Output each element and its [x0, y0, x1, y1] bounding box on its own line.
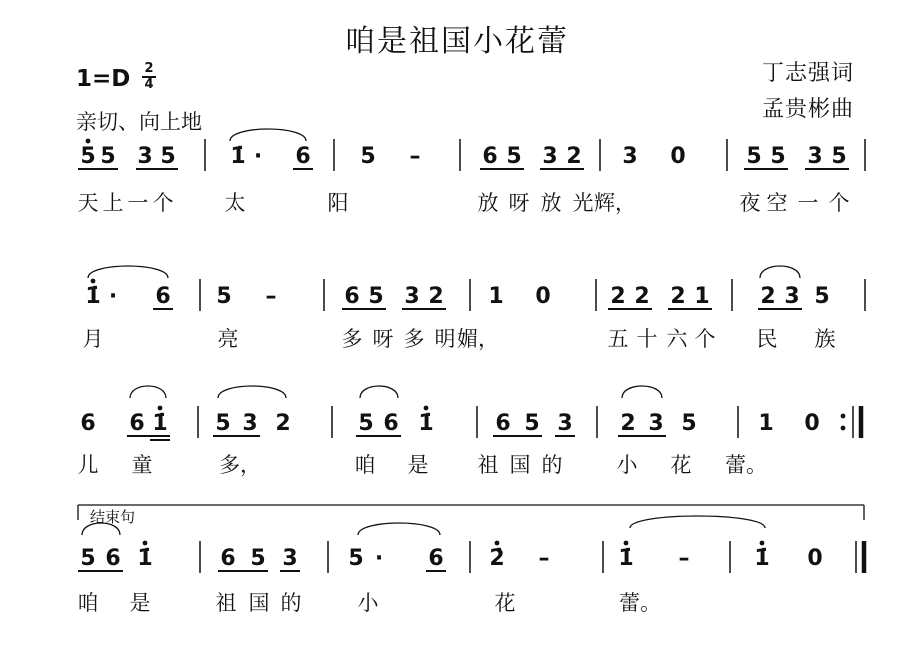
note: 3 — [137, 144, 153, 169]
slur — [218, 386, 286, 398]
note: 5 — [348, 546, 364, 571]
note: 2 — [620, 411, 636, 436]
note: 5 — [524, 411, 540, 436]
lyric-char: 十 — [636, 327, 658, 351]
note: – — [409, 144, 421, 169]
note: 1̇ — [152, 411, 168, 436]
lyric-char: 的 — [280, 591, 302, 615]
note: 5 — [358, 411, 374, 436]
lyric-char: 明 — [434, 327, 456, 351]
note: 5 — [215, 411, 231, 436]
slur — [88, 266, 168, 278]
note: 2 — [275, 411, 291, 436]
note: 6 — [344, 284, 360, 309]
octave-dot — [624, 541, 629, 546]
note: 0 — [804, 411, 820, 436]
note: 6 — [129, 411, 145, 436]
note: 1̇ — [618, 546, 634, 571]
lyric-char: 花 — [670, 453, 692, 477]
note: · — [253, 144, 263, 169]
composer-credit: 孟贵彬曲 — [761, 97, 854, 122]
note: 1 — [758, 411, 774, 436]
slur — [630, 516, 765, 528]
note: – — [265, 284, 277, 309]
note: 0 — [807, 546, 823, 571]
note: 5 — [770, 144, 786, 169]
expression-marking: 亲切、向上地 — [76, 110, 202, 134]
note: 3 — [542, 144, 558, 169]
note: 5 — [506, 144, 522, 169]
note: 5 — [746, 144, 762, 169]
lyric-char: 辉， — [594, 191, 636, 215]
repeat-dot — [841, 426, 846, 431]
lyric-char: 咱 — [77, 591, 99, 615]
lyric-char: 祖 — [477, 453, 499, 477]
note: 2 — [566, 144, 582, 169]
slur — [622, 386, 662, 398]
lyric-char: 多， — [219, 453, 261, 477]
lyric-char: 多 — [341, 327, 363, 351]
note: 5 — [216, 284, 232, 309]
note: 5 — [831, 144, 847, 169]
note: 1̇ — [230, 144, 246, 169]
key-signature: 1=D — [76, 66, 131, 92]
note: 0 — [670, 144, 686, 169]
lyric-char: 童 — [131, 453, 153, 477]
note: 3 — [557, 411, 573, 436]
note: 1 — [694, 284, 710, 309]
note: 5 — [80, 144, 96, 169]
lyric-char: 媚， — [457, 327, 499, 351]
note: 3 — [242, 411, 258, 436]
time-signature-top: 2 — [144, 61, 154, 76]
note: 6 — [80, 411, 96, 436]
note: 6 — [220, 546, 236, 571]
note: 5 — [80, 546, 96, 571]
lyric-char: 族 — [814, 327, 836, 351]
note: 3 — [784, 284, 800, 309]
note: · — [374, 546, 384, 571]
note: 2 — [610, 284, 626, 309]
note: 5 — [250, 546, 266, 571]
note: 6 — [155, 284, 171, 309]
note: 1̇ — [418, 411, 434, 436]
lyric-char: 一 — [127, 191, 149, 215]
note: 5 — [814, 284, 830, 309]
octave-dot — [143, 541, 148, 546]
note: 5 — [160, 144, 176, 169]
note: 2 — [634, 284, 650, 309]
note: 5 — [360, 144, 376, 169]
note: 3 — [282, 546, 298, 571]
lyric-char: 阳 — [327, 191, 349, 215]
note: 1̇ — [85, 284, 101, 309]
lyric-char: 是 — [407, 453, 429, 477]
note: 3 — [648, 411, 664, 436]
lyric-char: 咱 — [354, 453, 376, 477]
lyric-char: 光 — [572, 191, 594, 215]
octave-dot — [158, 406, 163, 411]
lyric-char: 呀 — [372, 327, 394, 351]
octave-dot — [760, 541, 765, 546]
octave-dot — [91, 279, 96, 284]
lyric-char: 月 — [82, 327, 104, 351]
note: 6 — [495, 411, 511, 436]
note: 5 — [100, 144, 116, 169]
note: · — [108, 284, 118, 309]
lyric-char: 个 — [828, 191, 850, 215]
lyric-char: 儿 — [77, 453, 99, 477]
lyric-char: 祖 — [215, 591, 237, 615]
note: 3 — [807, 144, 823, 169]
note: 5 — [368, 284, 384, 309]
note: 1̇ — [137, 546, 153, 571]
note: 2 — [760, 284, 776, 309]
lyric-char: 五 — [607, 327, 629, 351]
note: 3 — [622, 144, 638, 169]
song-title: 咱是祖国小花蕾 — [345, 24, 569, 59]
lyric-char: 空 — [766, 191, 788, 215]
lyricist-credit: 丁志强词 — [761, 61, 854, 86]
note: 1̇ — [754, 546, 770, 571]
lyric-char: 天 — [77, 191, 99, 215]
lyric-char: 上 — [102, 191, 124, 215]
note: 1 — [488, 284, 504, 309]
lyric-char: 一 — [797, 191, 819, 215]
note: 3 — [404, 284, 420, 309]
lyric-char: 太 — [224, 191, 246, 215]
slur — [760, 266, 800, 278]
slur — [230, 129, 306, 141]
lyric-char: 放 — [540, 191, 562, 215]
lyric-char: 六 — [666, 327, 688, 351]
note: 0 — [535, 284, 551, 309]
note: 6 — [383, 411, 399, 436]
lyric-char: 亮 — [217, 327, 239, 351]
lyric-char: 夜 — [739, 191, 761, 215]
note: 2 — [428, 284, 444, 309]
lyric-char: 花 — [494, 591, 516, 615]
slur — [130, 386, 166, 398]
time-signature-bottom: 4 — [144, 77, 154, 92]
note: 6 — [482, 144, 498, 169]
lyric-char: 是 — [129, 591, 151, 615]
note: 2̇ — [489, 546, 505, 571]
note: 6 — [105, 546, 121, 571]
slur — [358, 523, 440, 535]
lyric-char: 个 — [694, 327, 716, 351]
lyric-char: 国 — [248, 591, 270, 615]
note: 2 — [670, 284, 686, 309]
note: – — [538, 546, 550, 571]
note: – — [678, 546, 690, 571]
octave-dot — [495, 541, 500, 546]
lyric-char: 多 — [403, 327, 425, 351]
slur — [360, 386, 398, 398]
lyric-char: 小 — [616, 453, 638, 477]
lyric-char: 蕾。 — [619, 591, 661, 615]
lyric-char: 的 — [541, 453, 563, 477]
octave-dot — [86, 139, 91, 144]
note: 6 — [428, 546, 444, 571]
lyric-char: 呀 — [508, 191, 530, 215]
lyric-char: 国 — [509, 453, 531, 477]
lyric-char: 蕾。 — [725, 453, 767, 477]
lyric-char: 放 — [477, 191, 499, 215]
octave-dot — [424, 406, 429, 411]
lyric-char: 个 — [152, 191, 174, 215]
note: 5 — [681, 411, 697, 436]
lyric-char: 小 — [357, 591, 379, 615]
lyric-char: 民 — [756, 327, 778, 351]
coda-label: 结束句 — [90, 508, 136, 526]
note: 6 — [295, 144, 311, 169]
repeat-dot — [841, 414, 846, 419]
